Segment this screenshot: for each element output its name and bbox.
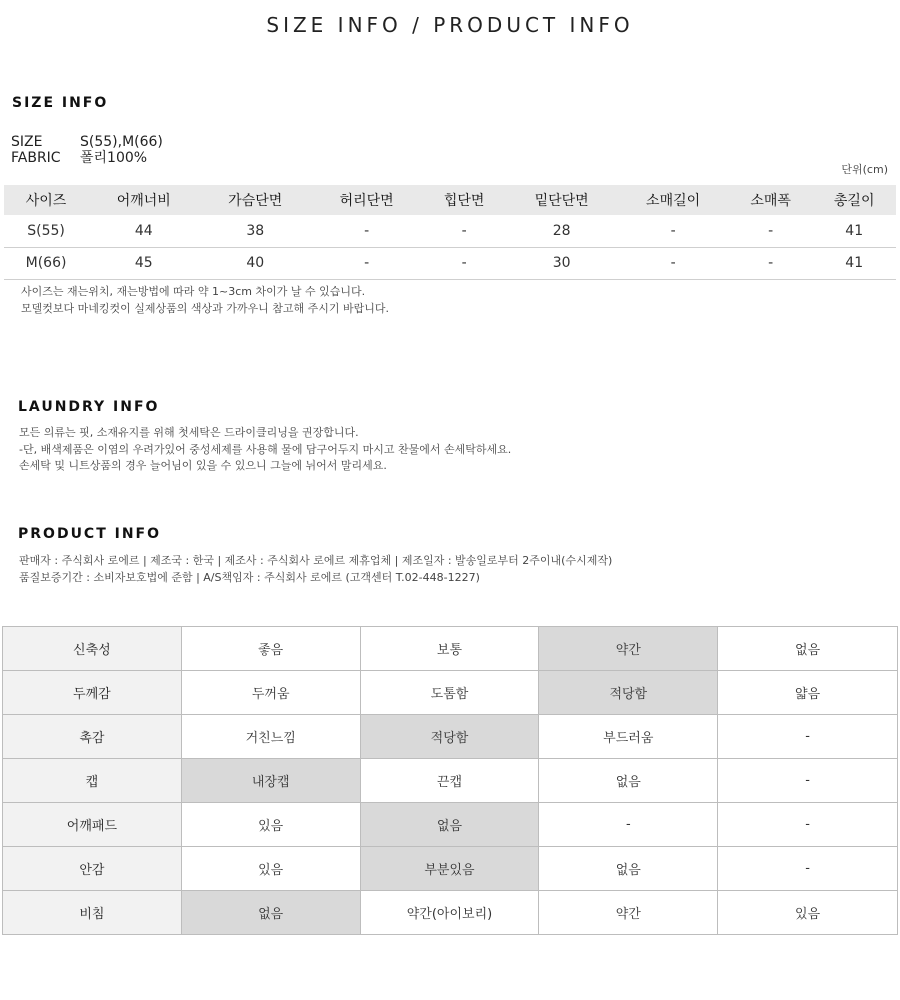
property-row xyxy=(3,759,898,803)
table-cell: - xyxy=(422,215,506,247)
size-meta xyxy=(11,134,163,166)
property-label: 어깨패드 xyxy=(3,803,182,847)
column-header: 허리단면 xyxy=(311,185,422,215)
page-title: SIZE INFO / PRODUCT INFO xyxy=(266,13,634,37)
property-option: 없음 xyxy=(718,627,898,671)
property-row xyxy=(3,803,898,847)
laundry-info-heading: LAUNDRY INFO xyxy=(18,399,160,415)
laundry-notes xyxy=(19,425,511,475)
property-option: 약간(아이보리) xyxy=(360,891,539,935)
property-option: - xyxy=(539,803,718,847)
table-cell: 30 xyxy=(506,247,617,279)
property-label: 촉감 xyxy=(3,715,182,759)
product-notes xyxy=(19,553,612,586)
property-option: 없음 xyxy=(539,847,718,891)
table-cell: S(55) xyxy=(4,215,88,247)
property-option: - xyxy=(718,847,898,891)
laundry-line: -단, 배색제품은 이염의 우려가있어 중성세제를 사용해 물에 담구어두지 마시고 찬물에서 손세탁하세요. xyxy=(19,442,512,456)
property-row xyxy=(3,627,898,671)
unit-label: 단위(cm) xyxy=(841,163,888,176)
size-table-header xyxy=(4,185,896,215)
laundry-line: 모든 의류는 핏, 소재유지를 위해 첫세탁은 드라이클리닝을 권장합니다. xyxy=(19,426,359,439)
column-header: 힙단면 xyxy=(422,185,506,215)
product-info-heading: PRODUCT INFO xyxy=(18,526,162,542)
column-header: 총길이 xyxy=(812,185,896,215)
property-option: 있음 xyxy=(181,803,360,847)
table-cell: - xyxy=(311,215,422,247)
property-option: 있음 xyxy=(718,891,898,935)
table-cell: - xyxy=(729,247,813,279)
table-cell: M(66) xyxy=(4,247,88,279)
property-option: 없음 xyxy=(539,759,718,803)
table-cell: 38 xyxy=(200,215,311,247)
column-header: 소매폭 xyxy=(729,185,813,215)
property-label: 두께감 xyxy=(3,671,182,715)
table-cell: 44 xyxy=(88,215,199,247)
table-cell: 41 xyxy=(812,247,896,279)
size-notes xyxy=(21,284,389,317)
property-option: 부분있음 xyxy=(360,847,539,891)
size-key: SIZE xyxy=(11,134,43,150)
property-option: 없음 xyxy=(360,803,539,847)
property-option: - xyxy=(718,715,898,759)
product-line: 판매자 : 주식회사 로에르 | 제조국 : 한국 | 제조사 : 주식회사 로에르 제휴업체 | 제조일자 : 발송일로부터 2주이내(수시제작) xyxy=(19,554,613,567)
property-label: 신축성 xyxy=(3,627,182,671)
property-label: 비침 xyxy=(3,891,182,935)
column-header: 가슴단면 xyxy=(200,185,311,215)
table-cell: - xyxy=(422,247,506,279)
property-row xyxy=(3,671,898,715)
property-option: 부드러움 xyxy=(539,715,718,759)
property-option: 얇음 xyxy=(718,671,898,715)
fabric-value: 폴리100% xyxy=(80,150,148,166)
size-value: S(55),M(66) xyxy=(80,134,163,150)
laundry-line: 손세탁 및 니트상품의 경우 늘어님이 있을 수 있으니 그늘에 뉘어서 말리세요. xyxy=(19,459,387,472)
property-option: 있음 xyxy=(181,847,360,891)
table-cell: - xyxy=(311,247,422,279)
table-row xyxy=(4,215,896,247)
product-line: 품질보증기간 : 소비자보호법에 준함 | A/S책임자 : 주식회사 로에르 (고객센터 T.02-448-1227) xyxy=(19,570,480,584)
property-option: 끈캡 xyxy=(360,759,539,803)
property-option: 두꺼움 xyxy=(181,671,360,715)
property-option: 내장캡 xyxy=(181,759,360,803)
property-row xyxy=(3,715,898,759)
size-table xyxy=(4,185,896,280)
column-header: 소매길이 xyxy=(617,185,728,215)
note-line: 모델컷보다 마네킹컷이 실제상품의 색상과 가까우니 참고해 주시기 바랍니다. xyxy=(21,301,390,315)
table-cell: - xyxy=(617,247,728,279)
table-cell: - xyxy=(729,215,813,247)
table-cell: 40 xyxy=(200,247,311,279)
table-cell: - xyxy=(617,215,728,247)
property-option: 적당함 xyxy=(360,715,539,759)
table-cell: 41 xyxy=(812,215,896,247)
property-option: 없음 xyxy=(181,891,360,935)
property-row xyxy=(3,891,898,935)
size-info-heading: SIZE INFO xyxy=(12,95,109,111)
property-row xyxy=(3,847,898,891)
property-option: - xyxy=(718,803,898,847)
property-option: 적당함 xyxy=(539,671,718,715)
property-option: 좋음 xyxy=(181,627,360,671)
property-option: 보통 xyxy=(360,627,539,671)
property-option: - xyxy=(718,759,898,803)
note-line: 사이즈는 재는위치, 재는방법에 따라 약 1~3cm 차이가 날 수 있습니다. xyxy=(21,285,366,298)
property-label: 캡 xyxy=(3,759,182,803)
table-cell: 28 xyxy=(506,215,617,247)
property-option: 도톰함 xyxy=(360,671,539,715)
table-row xyxy=(4,247,896,279)
property-option: 약간 xyxy=(539,891,718,935)
fabric-key: FABRIC xyxy=(11,150,61,166)
property-label: 안감 xyxy=(3,847,182,891)
column-header: 밑단단면 xyxy=(506,185,617,215)
table-cell: 45 xyxy=(88,247,199,279)
column-header: 어깨너비 xyxy=(88,185,199,215)
property-option: 거친느낌 xyxy=(181,715,360,759)
property-option: 약간 xyxy=(539,627,718,671)
property-table xyxy=(2,626,898,935)
column-header: 사이즈 xyxy=(4,185,88,215)
